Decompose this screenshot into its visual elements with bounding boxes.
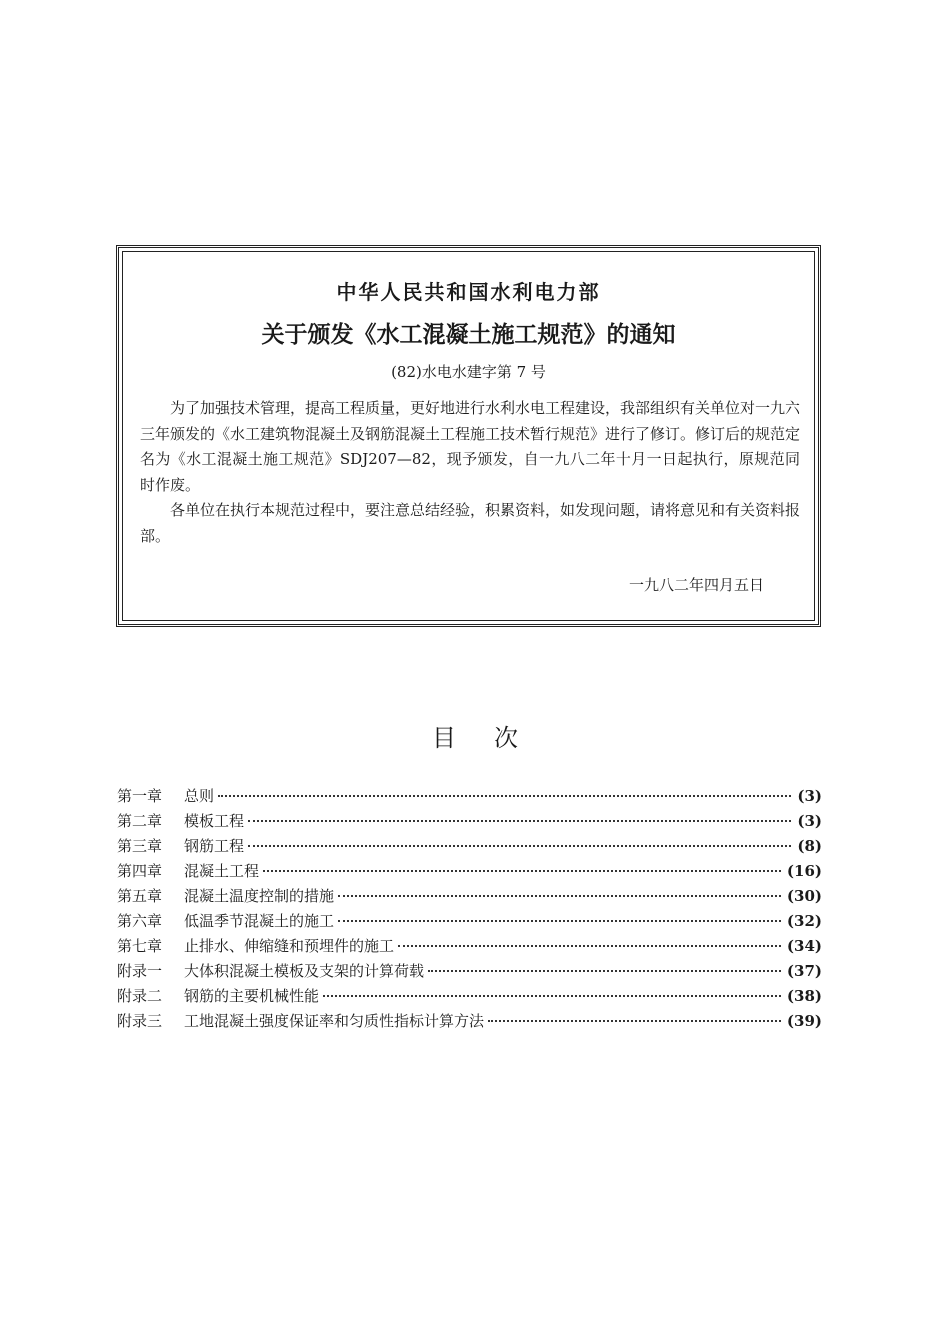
notice-body [140, 396, 800, 549]
toc-chapter: 附录一 [117, 962, 163, 980]
toc-leader-dots [218, 795, 791, 797]
toc-chapter: 第二章 [117, 812, 163, 830]
toc-entry[interactable] [117, 1010, 822, 1035]
toc-leader-dots [248, 820, 791, 822]
notice-paragraph: 各单位在执行本规范过程中，要注意总结经验，积累资料，如发现问题，请将意见和有关资料报部。 [140, 501, 801, 545]
toc-chapter: 第六章 [117, 912, 163, 930]
toc-entry-name: 工地混凝土强度保证率和匀质性指标计算方法 [184, 1012, 485, 1030]
notice-title: 关于颁发《水工混凝土施工规范》的通知 [261, 322, 676, 348]
toc-leader-dots [428, 970, 781, 972]
toc-chapter: 第四章 [117, 862, 163, 880]
toc-page-number: (34) [786, 937, 822, 955]
toc-page-number: (37) [786, 962, 822, 980]
toc-page-number: (39) [786, 1012, 822, 1030]
toc-leader-dots [263, 870, 781, 872]
toc-entry[interactable] [117, 810, 822, 835]
toc-chapter: 第三章 [117, 837, 163, 855]
toc-chapter: 第七章 [117, 937, 163, 955]
toc-entry-name: 大体积混凝土模板及支架的计算荷载 [184, 962, 425, 980]
toc-leader-dots [398, 945, 781, 947]
toc-entry-name: 止排水、伸缩缝和预埋件的施工 [184, 937, 395, 955]
toc-entry[interactable] [117, 985, 822, 1010]
notice-issuer: 中华人民共和国水利电力部 [336, 280, 601, 304]
toc-title-text: 目次 [432, 724, 556, 752]
notice-box [116, 245, 821, 627]
toc-entry-name: 模板工程 [184, 812, 245, 830]
toc-leader-dots [338, 920, 781, 922]
toc-page-number: (32) [786, 912, 822, 930]
toc-entry-name: 低温季节混凝土的施工 [184, 912, 335, 930]
toc-leader-dots [338, 895, 781, 897]
toc-entry-name: 混凝土工程 [184, 862, 260, 880]
toc-page-number: (8) [797, 837, 822, 855]
toc-leader-dots [323, 995, 781, 997]
toc-leader-dots [488, 1020, 781, 1022]
toc-entry[interactable] [117, 785, 822, 810]
toc-page-number: (3) [797, 812, 822, 830]
notice-paragraph: 为了加强技术管理，提高工程质量，更好地进行水利水电工程建设，我部组织有关单位对一九六三年颁发的《水工建筑物混凝土及钢筋混凝土工程施工技术暂行规范》进行了修订。修订后的规范定名为《水工混凝土施工规范》SDJ207—82，现予颁发，自一九八二年十月一日起执行，原规范同时作废。 [140, 399, 801, 494]
toc-entry[interactable] [117, 960, 822, 985]
toc-leader-dots [248, 845, 791, 847]
toc-page-number: (38) [786, 987, 822, 1005]
toc-entry-name: 混凝土温度控制的措施 [184, 887, 335, 905]
toc-entry-name: 钢筋的主要机械性能 [184, 987, 320, 1005]
toc-entry[interactable] [117, 935, 822, 960]
table-of-contents [117, 785, 822, 1035]
toc-entry[interactable] [117, 910, 822, 935]
toc-page-number: (16) [786, 862, 822, 880]
toc-entry-name: 总则 [184, 787, 215, 805]
toc-chapter: 附录二 [117, 987, 163, 1005]
notice-doc-number: (82)水电水建字第 7 号 [391, 363, 546, 381]
toc-page-number: (30) [786, 887, 822, 905]
toc-entry[interactable] [117, 885, 822, 910]
toc-chapter: 附录三 [117, 1012, 163, 1030]
toc-chapter: 第一章 [117, 787, 163, 805]
toc-title [0, 718, 950, 753]
toc-entry[interactable] [117, 835, 822, 860]
notice-date: 一九八二年四月五日 [628, 576, 764, 594]
toc-chapter: 第五章 [117, 887, 163, 905]
toc-entry-name: 钢筋工程 [184, 837, 245, 855]
toc-entry[interactable] [117, 860, 822, 885]
toc-page-number: (3) [797, 787, 822, 805]
